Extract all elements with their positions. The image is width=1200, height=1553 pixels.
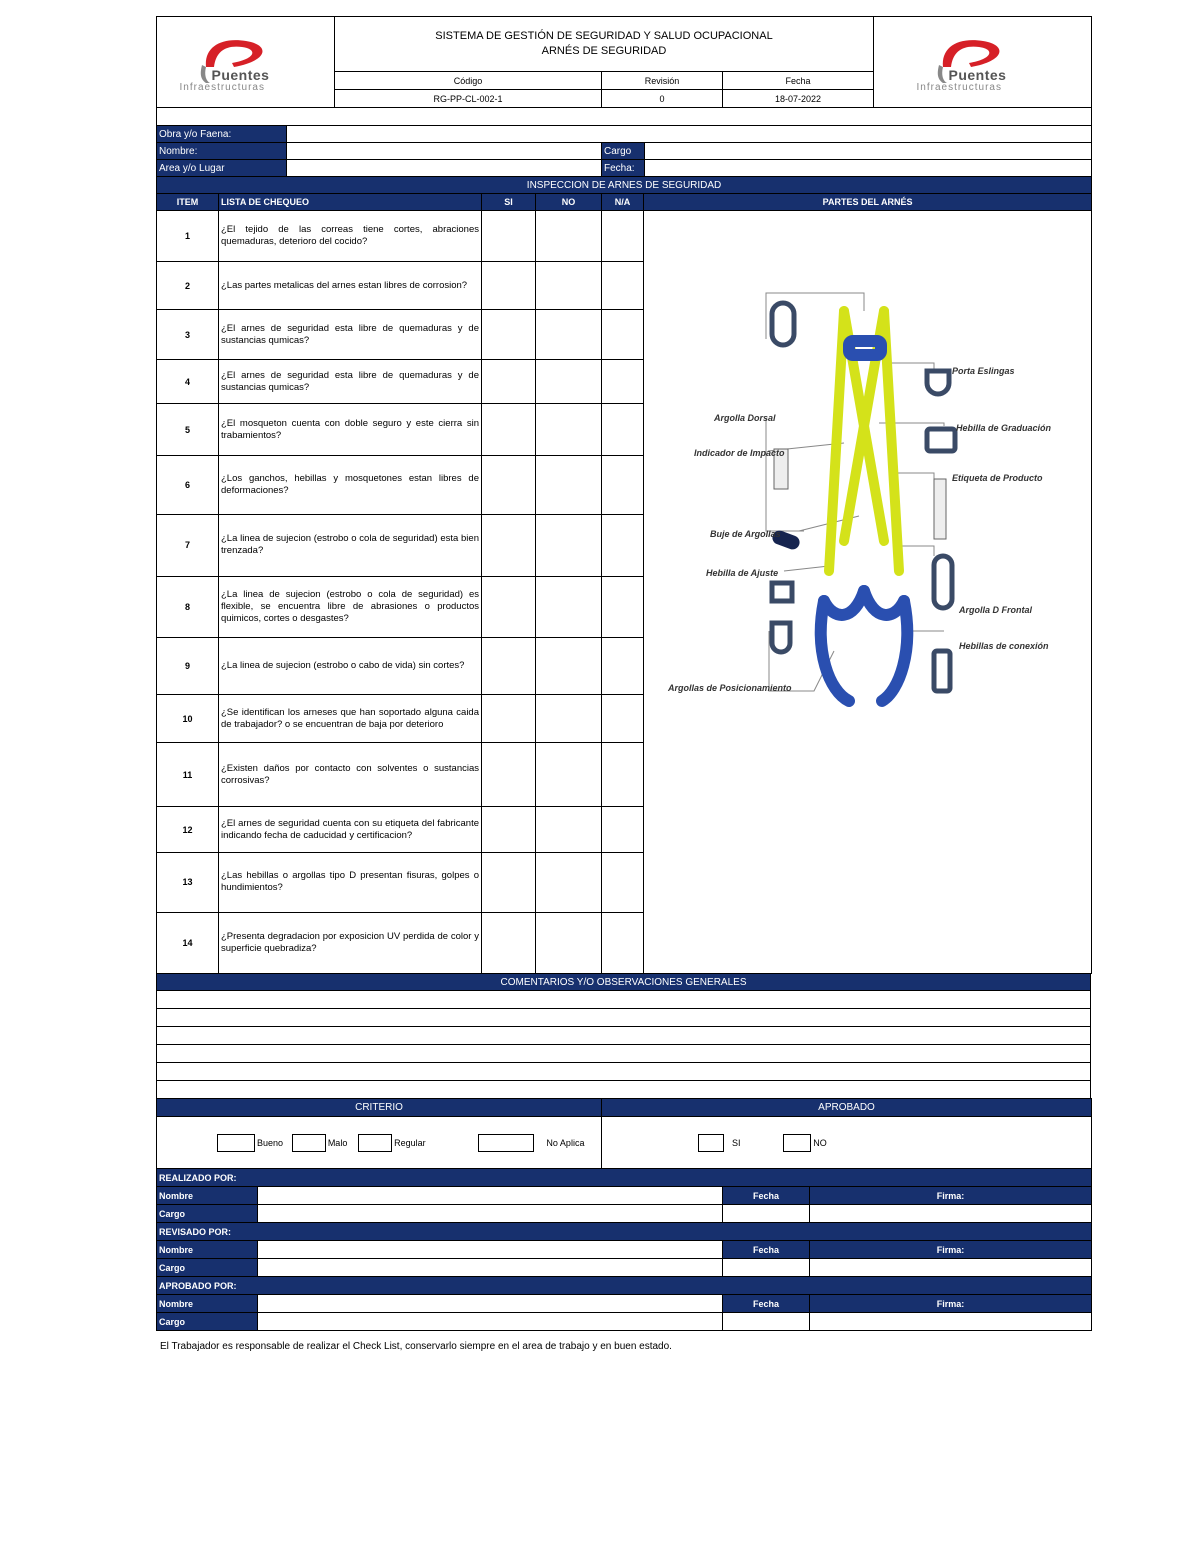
col-no: NO xyxy=(536,194,602,211)
part-porta-eslingas: Porta Eslingas xyxy=(952,366,1015,376)
answer-no-cell[interactable] xyxy=(536,852,602,912)
answer-na-cell[interactable] xyxy=(602,695,644,743)
footnote: El Trabajador es responsable de realizar el Check List, conservarlo siempre en el area de trabajo y en buen estado. xyxy=(160,1341,672,1352)
signoff-fecha-label: Fecha xyxy=(723,1187,810,1205)
signoff-fecha-label: Fecha xyxy=(723,1241,810,1259)
answer-na-cell[interactable] xyxy=(602,807,644,852)
no-label: NO xyxy=(813,1137,827,1148)
answer-si-cell[interactable] xyxy=(482,852,536,912)
spacer-row xyxy=(157,108,1092,126)
cargo-field[interactable] xyxy=(645,143,1092,160)
item-number: 4 xyxy=(157,360,219,404)
regular-label: Regular xyxy=(394,1137,426,1148)
approval-title: APROBADO xyxy=(602,1099,1092,1117)
no-aplica-label: No Aplica xyxy=(546,1137,585,1148)
signoff-section-revisado xyxy=(157,1223,1092,1241)
harness-diagram xyxy=(644,211,1089,973)
code-label: Código xyxy=(335,72,602,90)
revision-value: 0 xyxy=(602,90,723,108)
item-number: 10 xyxy=(157,695,219,743)
checklist-question: ¿El mosqueton cuenta con doble seguro y este cierra sin trabamientos? xyxy=(219,404,482,455)
comment-line[interactable] xyxy=(157,1027,1091,1045)
logo-right xyxy=(874,17,1092,108)
signoff-fecha-field[interactable] xyxy=(723,1313,810,1331)
part-hebillas-conexion: Hebillas de conexión xyxy=(959,641,1049,651)
item-number: 8 xyxy=(157,576,219,637)
comments-table xyxy=(156,973,1091,1099)
item-number: 7 xyxy=(157,514,219,576)
part-hebilla-ajuste: Hebilla de Ajuste xyxy=(706,568,779,578)
signoff-cargo-row xyxy=(157,1205,1092,1223)
malo-checkbox[interactable] xyxy=(292,1134,326,1152)
signoff-heading: APROBADO POR: xyxy=(157,1277,1092,1295)
answer-no-cell[interactable] xyxy=(536,514,602,576)
comment-line[interactable] xyxy=(157,1081,1091,1099)
answer-na-cell[interactable] xyxy=(602,211,644,262)
signoff-cargo-field[interactable] xyxy=(258,1205,723,1223)
signoff-firma-label: Firma: xyxy=(810,1241,1092,1259)
part-hebilla-graduacion: Hebilla de Graduación xyxy=(956,423,1052,433)
answer-si-cell[interactable] xyxy=(482,638,536,695)
revision-label: Revisión xyxy=(602,72,723,90)
malo-label: Malo xyxy=(327,1137,348,1148)
logo-left xyxy=(157,17,335,108)
answer-na-cell[interactable] xyxy=(602,404,644,455)
fecha-label: Fecha: xyxy=(602,160,645,177)
answer-si-cell[interactable] xyxy=(482,310,536,360)
signoff-heading: REVISADO POR: xyxy=(157,1223,1092,1241)
logo-brand-text: Puentes xyxy=(211,67,270,83)
answer-na-cell[interactable] xyxy=(602,743,644,807)
nombre-field[interactable] xyxy=(287,143,602,160)
signoff-firma-field[interactable] xyxy=(810,1313,1092,1331)
checklist-question: ¿La linea de sujecion (estrobo o cola de seguridad) esta bien trenzada? xyxy=(219,514,482,576)
obra-label: Obra y/o Faena: xyxy=(157,126,287,143)
signoff-nombre-field[interactable] xyxy=(258,1295,723,1313)
harness-diagram-cell xyxy=(644,211,1092,974)
comment-line[interactable] xyxy=(157,991,1091,1009)
signoff-firma-field[interactable] xyxy=(810,1259,1092,1277)
signoff-nombre-row xyxy=(157,1187,1092,1205)
part-argolla-dorsal: Argolla Dorsal xyxy=(714,413,776,423)
bueno-label: Bueno xyxy=(257,1137,284,1148)
answer-si-cell[interactable] xyxy=(482,360,536,404)
answer-no-cell[interactable] xyxy=(536,310,602,360)
item-number: 6 xyxy=(157,455,219,514)
logo-brand-text: Puentes xyxy=(948,67,1007,83)
item-number: 14 xyxy=(157,912,219,973)
signoff-nombre-label: Nombre xyxy=(157,1241,258,1259)
comment-line[interactable] xyxy=(157,1009,1091,1027)
criteria-table xyxy=(156,1098,1092,1169)
answer-no-cell[interactable] xyxy=(536,404,602,455)
answer-no-cell[interactable] xyxy=(536,576,602,637)
info-table xyxy=(156,125,1092,177)
area-field[interactable] xyxy=(287,160,602,177)
signoff-firma-field[interactable] xyxy=(810,1205,1092,1223)
answer-no-cell[interactable] xyxy=(536,211,602,262)
bueno-checkbox[interactable] xyxy=(217,1134,255,1152)
checklist-question: ¿La linea de sujecion (estrobo o cola de seguridad) es flexible, se encuentra libre de abrasiones o productos quimicos, cortes o desgastes? xyxy=(219,576,482,637)
document-title xyxy=(335,17,874,72)
comments-title: COMENTARIOS Y/O OBSERVACIONES GENERALES xyxy=(157,974,1091,991)
answer-na-cell[interactable] xyxy=(602,514,644,576)
signoff-cargo-label: Cargo xyxy=(157,1259,258,1277)
checklist-question: ¿El arnes de seguridad esta libre de quemaduras y de sustancias qumicas? xyxy=(219,310,482,360)
signoff-cargo-label: Cargo xyxy=(157,1313,258,1331)
approval-options xyxy=(602,1117,1092,1169)
header-table xyxy=(156,16,1092,126)
fecha-field[interactable] xyxy=(645,160,1092,177)
signoff-nombre-label: Nombre xyxy=(157,1187,258,1205)
checklist-section-title: INSPECCION DE ARNES DE SEGURIDAD xyxy=(157,177,1092,194)
checklist-question: ¿Las partes metalicas del arnes estan libres de corrosion? xyxy=(219,262,482,310)
comment-line[interactable] xyxy=(157,1063,1091,1081)
part-etiqueta-producto: Etiqueta de Producto xyxy=(952,473,1043,483)
col-item: ITEM xyxy=(157,194,219,211)
no-aplica-checkbox[interactable] xyxy=(478,1134,534,1152)
item-number: 3 xyxy=(157,310,219,360)
signoff-fecha-field[interactable] xyxy=(723,1259,810,1277)
answer-no-cell[interactable] xyxy=(536,638,602,695)
answer-na-cell[interactable] xyxy=(602,455,644,514)
answer-na-cell[interactable] xyxy=(602,360,644,404)
part-argolla-frontal: Argolla D Frontal xyxy=(959,605,1033,615)
col-list: LISTA DE CHEQUEO xyxy=(219,194,482,211)
answer-na-cell[interactable] xyxy=(602,310,644,360)
signoff-section-aprobado xyxy=(157,1277,1092,1295)
answer-si-cell[interactable] xyxy=(482,262,536,310)
signoff-fecha-label: Fecha xyxy=(723,1295,810,1313)
signoff-firma-label: Firma: xyxy=(810,1187,1092,1205)
answer-si-cell[interactable] xyxy=(482,404,536,455)
part-buje-argollas: Buje de Argollas xyxy=(710,529,781,539)
harness-illustration xyxy=(644,211,1089,973)
item-number: 11 xyxy=(157,743,219,807)
checklist-question: ¿Presenta degradacion por exposicion UV perdida de color y superficie quebradiza? xyxy=(219,912,482,973)
signoff-cargo-label: Cargo xyxy=(157,1205,258,1223)
answer-na-cell[interactable] xyxy=(602,638,644,695)
answer-no-cell[interactable] xyxy=(536,912,602,973)
answer-no-cell[interactable] xyxy=(536,695,602,743)
logo-sub-text: Infraestructuras xyxy=(179,82,265,93)
answer-si-cell[interactable] xyxy=(482,743,536,807)
signoff-heading: REALIZADO POR: xyxy=(157,1169,1092,1187)
answer-si-cell[interactable] xyxy=(482,695,536,743)
no-checkbox[interactable] xyxy=(783,1134,811,1152)
checklist-question: ¿Las hebillas o argollas tipo D presentan fisuras, golpes o hundimientos? xyxy=(219,852,482,912)
signoff-cargo-field[interactable] xyxy=(258,1313,723,1331)
answer-no-cell[interactable] xyxy=(536,455,602,514)
nombre-label: Nombre: xyxy=(157,143,287,160)
title-line-1: SISTEMA DE GESTIÓN DE SEGURIDAD Y SALUD OCUPACIONAL xyxy=(435,30,773,42)
area-label: Area y/o Lugar xyxy=(157,160,287,177)
signoff-nombre-field[interactable] xyxy=(258,1187,723,1205)
col-parts: PARTES DEL ARNÉS xyxy=(644,194,1092,211)
signoff-firma-label: Firma: xyxy=(810,1295,1092,1313)
date-value: 18-07-2022 xyxy=(723,90,874,108)
item-number: 12 xyxy=(157,807,219,852)
regular-checkbox[interactable] xyxy=(358,1134,392,1152)
answer-na-cell[interactable] xyxy=(602,852,644,912)
criteria-options xyxy=(157,1117,602,1169)
signoff-cargo-row xyxy=(157,1259,1092,1277)
checklist-question: ¿Se identifican los arneses que han soportado alguna caida de trabajador? o se encuentran de baja por deterioro xyxy=(219,695,482,743)
answer-si-cell[interactable] xyxy=(482,912,536,973)
item-number: 13 xyxy=(157,852,219,912)
comment-line[interactable] xyxy=(157,1045,1091,1063)
signoff-nombre-field[interactable] xyxy=(258,1241,723,1259)
si-checkbox[interactable] xyxy=(698,1134,724,1152)
cargo-label: Cargo xyxy=(602,143,645,160)
answer-si-cell[interactable] xyxy=(482,514,536,576)
answer-na-cell[interactable] xyxy=(602,912,644,973)
signoff-table xyxy=(156,1168,1092,1331)
item-number: 5 xyxy=(157,404,219,455)
answer-no-cell[interactable] xyxy=(536,743,602,807)
col-si: SI xyxy=(482,194,536,211)
checklist-question: ¿Los ganchos, hebillas y mosquetones estan libres de deformaciones? xyxy=(219,455,482,514)
part-argollas-posicionamiento: Argollas de Posicionamiento xyxy=(668,683,792,693)
signoff-section-realizado xyxy=(157,1169,1092,1187)
checklist-question: ¿El arnes de seguridad esta libre de quemaduras y de sustancias qumicas? xyxy=(219,360,482,404)
criteria-title: CRITERIO xyxy=(157,1099,602,1117)
si-label: SI xyxy=(732,1137,741,1148)
checklist-question: ¿El tejido de las correas tiene cortes, abraciones quemaduras, deterioro del cocido? xyxy=(219,211,482,262)
code-value: RG-PP-CL-002-1 xyxy=(335,90,602,108)
answer-no-cell[interactable] xyxy=(536,262,602,310)
answer-no-cell[interactable] xyxy=(536,360,602,404)
logo-sub-text: Infraestructuras xyxy=(916,82,1002,93)
title-line-2: ARNÉS DE SEGURIDAD xyxy=(541,45,667,57)
part-indicador-impacto: Indicador de Impacto xyxy=(694,448,785,458)
answer-no-cell[interactable] xyxy=(536,807,602,852)
answer-na-cell[interactable] xyxy=(602,576,644,637)
signoff-cargo-row xyxy=(157,1313,1092,1331)
signoff-cargo-field[interactable] xyxy=(258,1259,723,1277)
item-number: 1 xyxy=(157,211,219,262)
checklist-row xyxy=(157,211,1092,262)
item-number: 2 xyxy=(157,262,219,310)
date-label: Fecha xyxy=(723,72,874,90)
inspection-form xyxy=(156,16,1091,1331)
checklist-table xyxy=(156,176,1092,974)
item-number: 9 xyxy=(157,638,219,695)
answer-si-cell[interactable] xyxy=(482,807,536,852)
col-na: N/A xyxy=(602,194,644,211)
checklist-question: ¿La linea de sujecion (estrobo o cabo de vida) sin cortes? xyxy=(219,638,482,695)
answer-si-cell[interactable] xyxy=(482,211,536,262)
answer-na-cell[interactable] xyxy=(602,262,644,310)
signoff-nombre-label: Nombre xyxy=(157,1295,258,1313)
obra-field[interactable] xyxy=(287,126,1092,143)
signoff-nombre-row xyxy=(157,1295,1092,1313)
checklist-question: ¿Existen daños por contacto con solventes o sustancias corrosivas? xyxy=(219,743,482,807)
signoff-fecha-field[interactable] xyxy=(723,1205,810,1223)
checklist-question: ¿El arnes de seguridad cuenta con su etiqueta del fabricante indicando fecha de caducidad y certificacion? xyxy=(219,807,482,852)
answer-si-cell[interactable] xyxy=(482,576,536,637)
signoff-nombre-row xyxy=(157,1241,1092,1259)
answer-si-cell[interactable] xyxy=(482,455,536,514)
